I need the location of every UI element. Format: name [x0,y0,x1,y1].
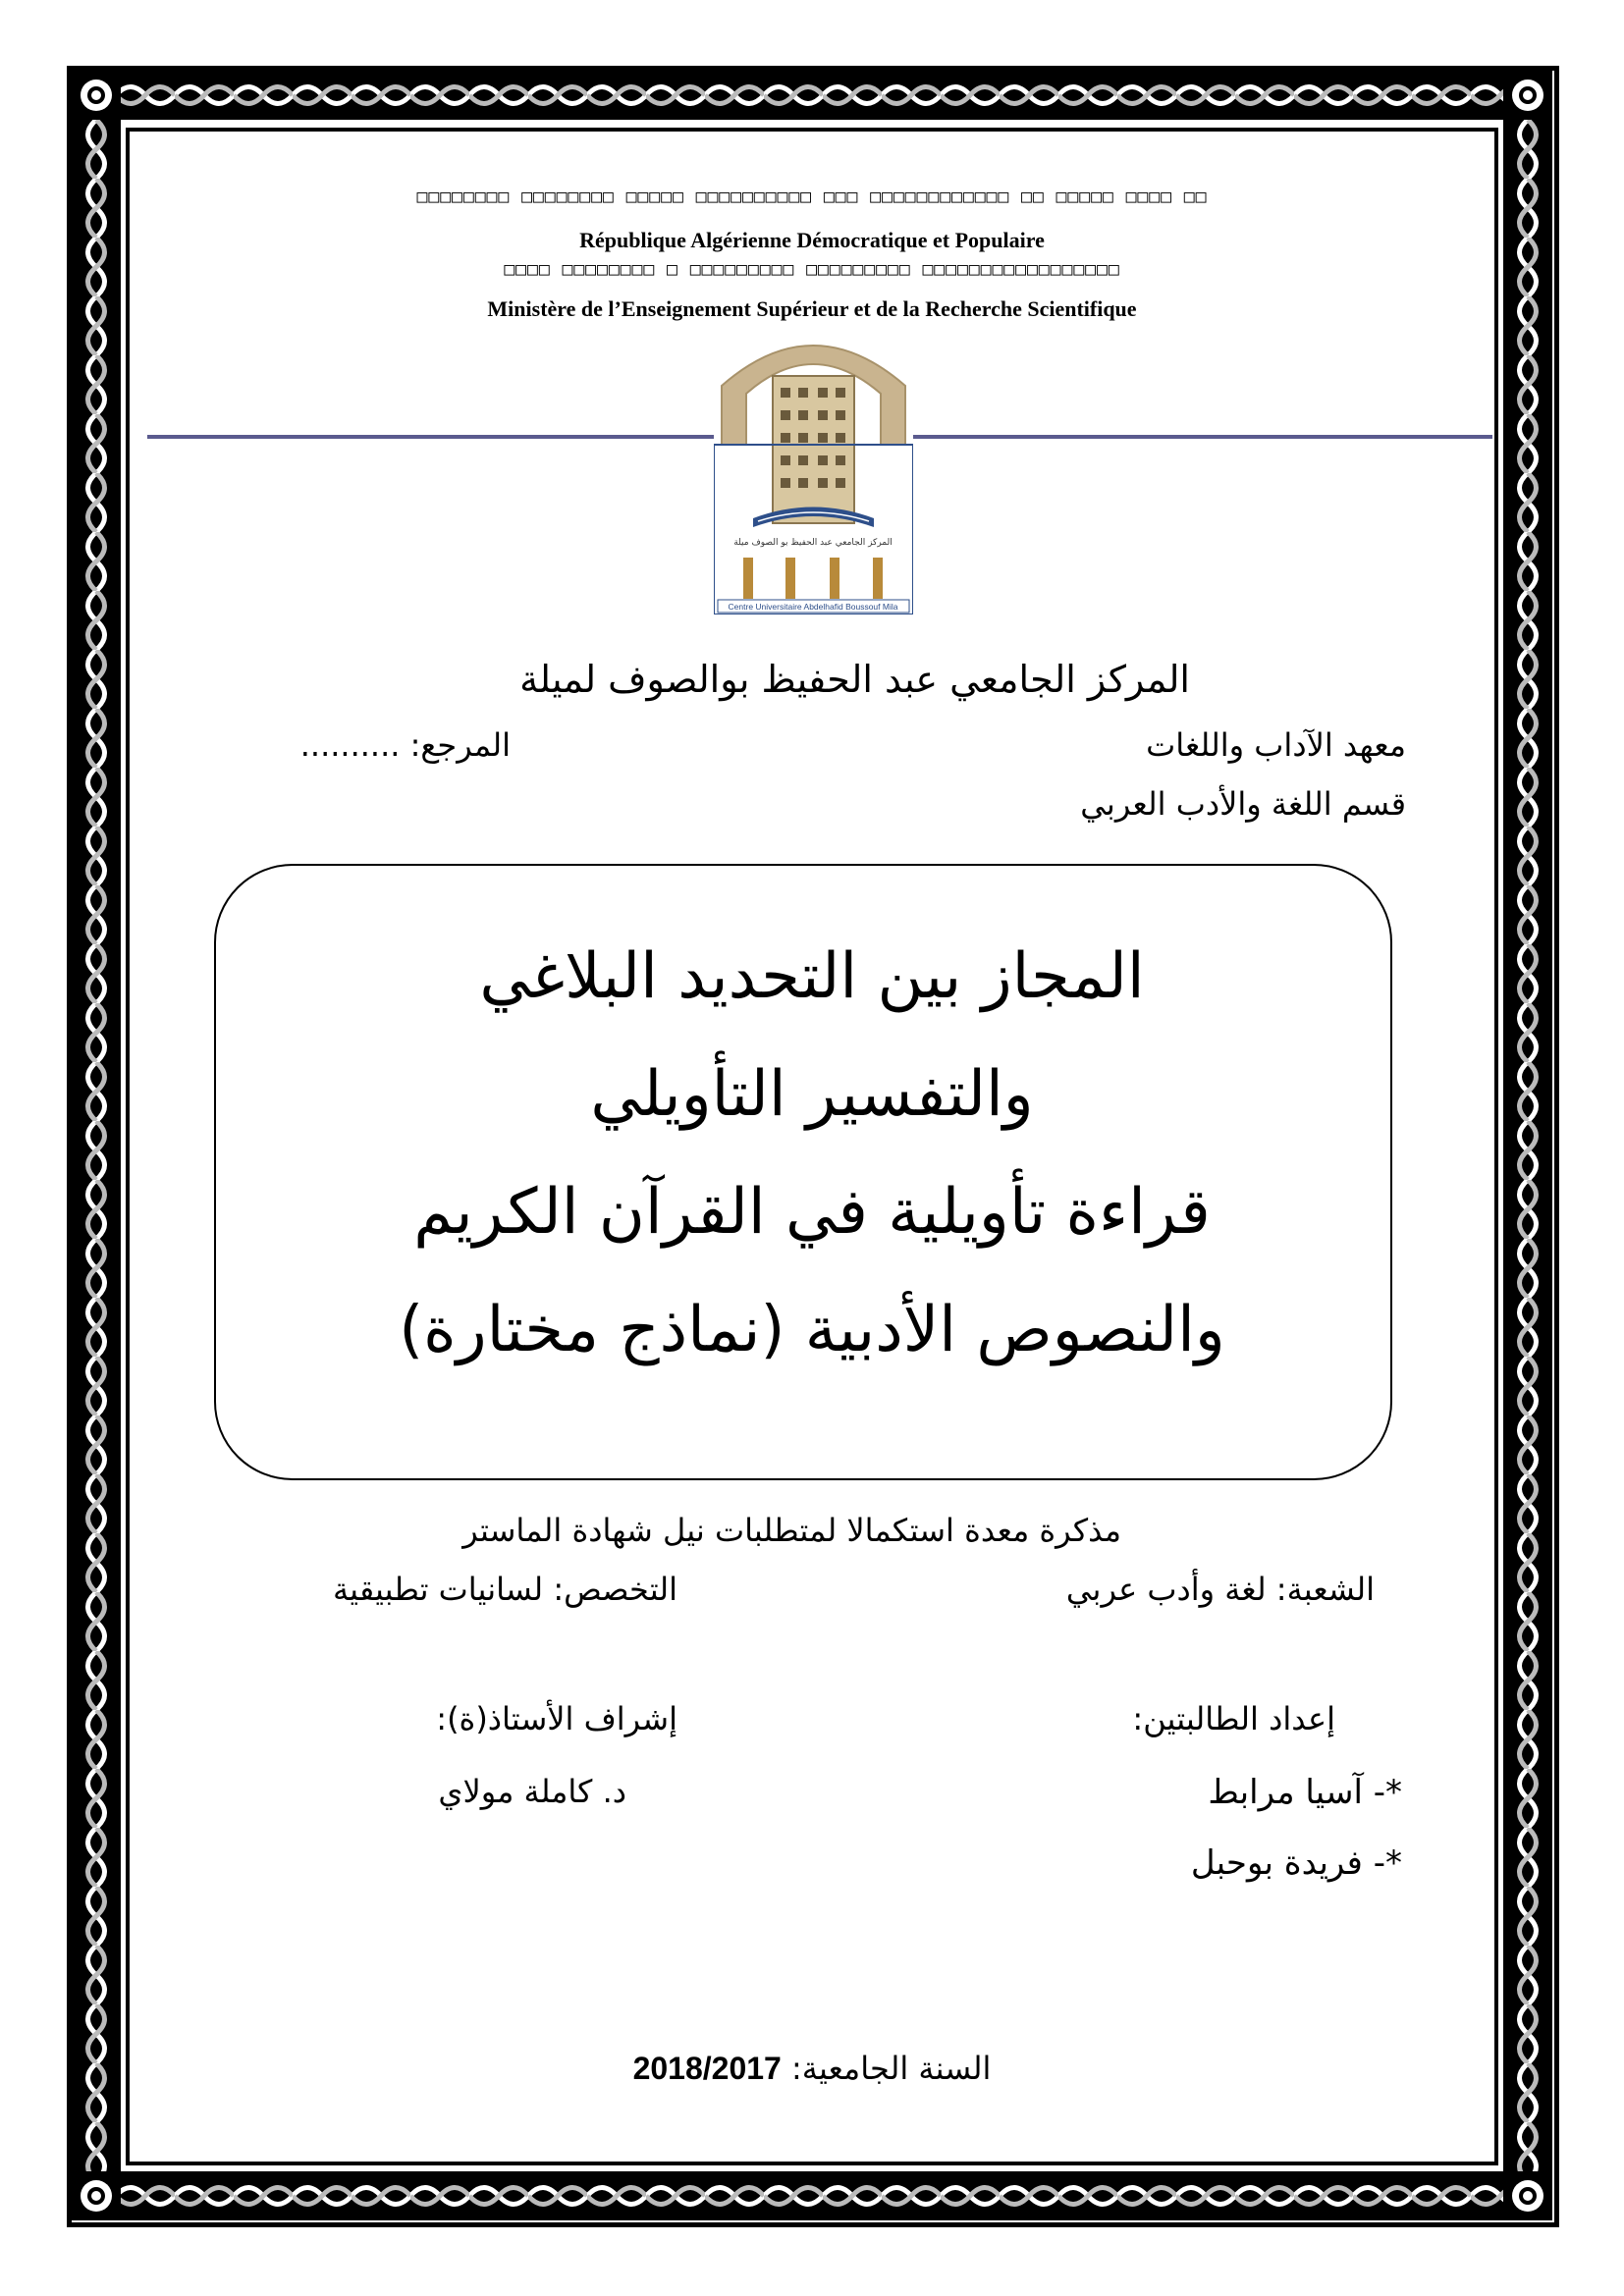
academic-year [0,2050,1624,2087]
left-border-band [72,120,121,2171]
center-name: المركز الجامعي عبد الحفيظ بوالصوف لميلة [519,658,1190,701]
garbled-arabic-header-1: □□□□□□□□ □□□□□□□□ □□□□□ □□□□□□□□□□ □□□ □□□□□□□□□□□□ □□ □□□□□ □□□□ □□ [416,187,1208,207]
header-rule-left [147,435,714,439]
corner-ornament-bottom-left [72,2171,121,2220]
bottom-border-band [116,2171,1508,2220]
title-line-3: قراءة تأويلية في القرآن الكريم [413,1176,1211,1249]
corner-ornament-top-left [72,71,121,120]
thesis-branch: الشعبة: لغة وأدب عربي [1065,1571,1375,1608]
corner-ornament-top-right [1503,71,1552,120]
students-label: إعداد الطالبتين: [1132,1700,1335,1737]
supervisor-label: إشراف الأستاذ(ة): [436,1700,677,1737]
title-line-4: والنصوص الأدبية (نماذج مختارة) [399,1294,1225,1366]
thesis-specialty: التخصص: لسانيات تطبيقية [333,1571,677,1608]
reference-field: المرجع: .......... [299,726,511,764]
logo-latin-caption: Centre Universitaire Abdelhafid Boussouf Mila [728,602,898,612]
institute-name: معهد الآداب واللغات [1146,726,1406,764]
academic-year-value: 2018/2017 [632,2051,782,2086]
thesis-purpose: مذكرة معدة استكمالا لمتطلبات نيل شهادة الماستر [462,1512,1121,1549]
title-line-1: المجاز بين التحديد البلاغي [479,940,1145,1013]
student-2-name: *- فريدة بوحبل [1190,1843,1402,1883]
student-1-name: *- آسيا مرابط [1208,1773,1402,1812]
header-rule-right [913,435,1492,439]
logo-arabic-caption: المركز الجامعي عبد الحفيظ بو الصوف ميلة [733,538,893,548]
supervisor-name: د. كاملة مولاي [438,1773,626,1810]
top-border-band [116,71,1508,120]
garbled-arabic-header-2: □□□□ □□□□□□□□ □ □□□□□□□□□ □□□□□□□□□ □□□□□□□□□□□□□□□□□ [504,259,1120,280]
republic-title: République Algérienne Démocratique et Populaire [579,228,1045,252]
ministry-title: Ministère de l’Enseignement Supérieur et de la Recherche Scientifique [487,296,1137,321]
right-border-band [1503,120,1552,2171]
department-name: قسم اللغة والأدب العربي [1080,785,1406,823]
title-line-2: والتفسير التأويلي [590,1058,1034,1131]
university-logo [714,317,913,614]
academic-year-label: السنة الجامعية: [791,2050,992,2087]
corner-ornament-bottom-right [1503,2171,1552,2220]
